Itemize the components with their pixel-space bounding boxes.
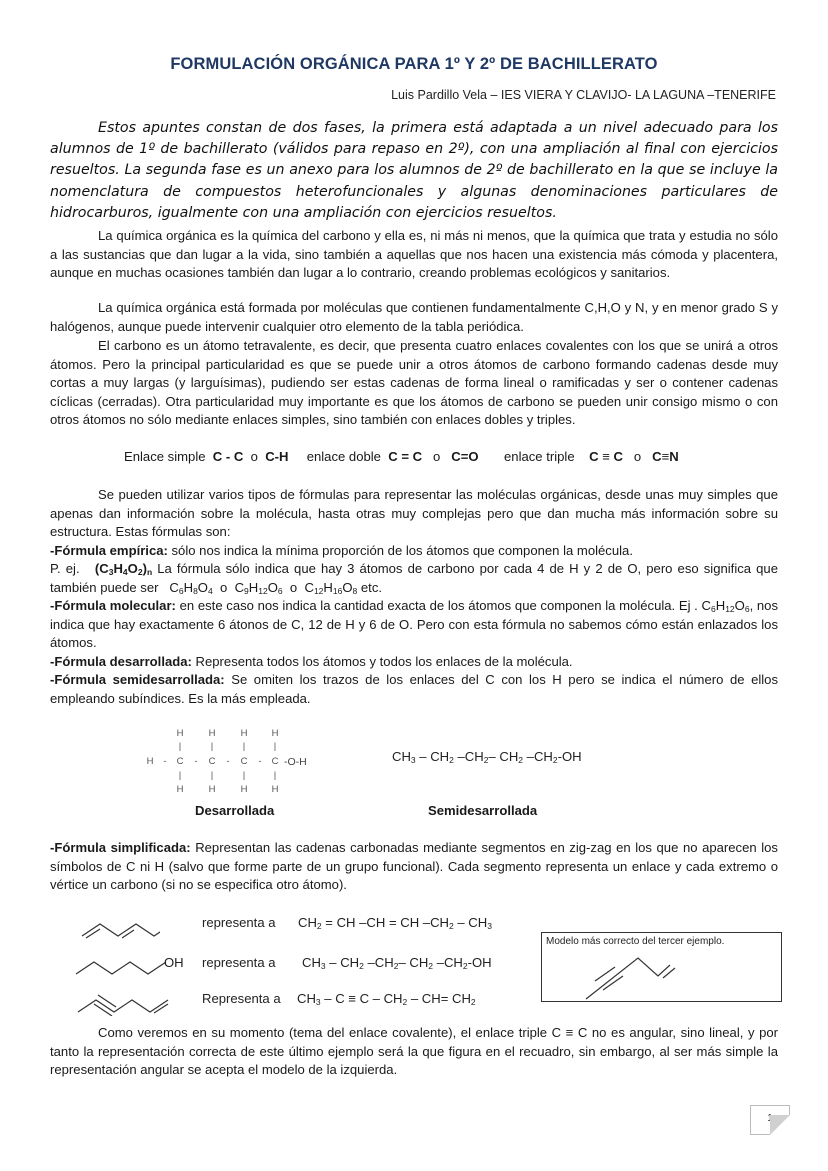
molecular-text: en este caso nos indica la cantidad exacta de los átomos que componen la molécula. Ej . — [175, 598, 702, 613]
bond-line: | — [273, 741, 277, 752]
atom-c: C — [240, 756, 248, 767]
empirica-label: -Fórmula empírica: — [50, 542, 168, 558]
formula-types-section — [50, 486, 778, 708]
paragraph-intro-formulas — [50, 486, 778, 542]
skeletal-structure-pentanol — [70, 950, 170, 980]
or-text: o — [633, 449, 642, 464]
paragraph-quimica-organica — [50, 227, 778, 283]
or-text: o — [250, 449, 258, 464]
correct-model-box — [541, 932, 782, 1002]
represents-label: Representa a — [202, 991, 281, 1006]
empirica-definition — [50, 542, 778, 561]
semidesarrollada-caption: Semidesarrollada — [428, 803, 538, 818]
bond-simple-cc: C - C — [212, 449, 244, 464]
simplificada-text: Representan las cadenas carbonadas mediante segmentos en zig-zag en los que no aparecen los símbolos de C ni H (salvo que forme parte de un grupo funcional). Cada segmento representa un enlace y cada extremo o vértice un carbono (si no se especifica otro átomo). — [50, 840, 778, 892]
etc-text: etc. — [357, 579, 383, 595]
empirical-formula: $(C_3H_4O_2)_n$ — [94, 561, 153, 577]
atom-h: H — [271, 784, 279, 795]
atom-h: H — [208, 728, 216, 739]
hydroxyl-group: -O-H — [284, 756, 307, 768]
bond-simple-label: Enlace simple — [124, 449, 206, 464]
page-number-badge — [750, 1105, 790, 1135]
paragraph-text: El carbono es un átomo tetravalente, es decir, que presenta cuatro enlaces covalentes con los que se unirá a otros átomos. Pero la principal particularidad es que se puede unir a otros átomos de carbono formando cadenas desde muy cortas a muy largas (y larguísimas), pudiendo ser estas cadenas de forma lineal o ramificadas y ser o contener cadenas cíclicas (cerradas). Otra particularidad muy importante es que los átomos de carbono se pueden unir consigo mismo o con otros átomos no sólo mediante enlaces simples, sino también con enlaces dobles y triples. — [50, 338, 778, 427]
bond-line: | — [242, 770, 246, 781]
represents-label: representa a — [202, 955, 276, 970]
desarrollada-definition — [50, 653, 778, 672]
atom-h: H — [176, 728, 184, 739]
simplified-example-3 — [70, 986, 510, 1016]
linear-triple-bond-structure — [542, 933, 781, 1001]
bond-types-line — [124, 449, 679, 464]
page-number: 1 — [767, 1113, 773, 1124]
formula-pentanol: $CH_3 - CH_2$ $-CH_2-$ $CH_2$ $-CH_2-OH$ — [302, 955, 492, 971]
bond-line: - — [258, 756, 262, 767]
formula-hexadiene: $CH_2$ = CH –CH = CH $-CH_2 - CH_3$ — [298, 915, 492, 931]
desarrollada-text: Representa todos los átomos y todos los enlaces de la molécula. — [191, 653, 573, 669]
atom-h: H — [146, 756, 154, 767]
paragraph-text: Como veremos en su momento (tema del enlace covalente), el enlace triple C ≡ C no es angular, sino lineal, y por tanto la representación correcta de este último ejemplo será la que figura en el recuadro, sin embargo, al ser más simple la representación angular se acepta el modelo de la izquierda. — [50, 1025, 778, 1077]
molecular-label: -Fórmula molecular: — [50, 598, 176, 613]
simplificada-label: -Fórmula simplificada: — [50, 840, 191, 855]
semidesarrollada-formula: $CH_3 - CH_2$ $-CH_2-$ $CH_2$ $-CH_2-OH$ — [392, 749, 582, 765]
bond-triple-label: enlace triple — [504, 449, 575, 464]
bond-line: | — [242, 741, 246, 752]
bond-line: - — [194, 756, 198, 767]
bond-line: - — [163, 756, 167, 767]
molecular-text-2: , nos indica que hay exactamente 6 átonos de C, 12 de H y 6 de O. Pero con esta fórmula no sabemos cómo están enlazados los átomos. — [50, 598, 779, 650]
empirica-example: P. ej. $(C_3H_4O_2)_n$ La fórmula sólo indica que hay 3 átomos de carbono por cada 4 de H y 2 de O, pero eso significa que también puede ser $C_6H_8O_4$ o $C_9H_{12}O_6$ o $C_{12}H_{16}O_8$ etc. — [50, 561, 778, 596]
empirica-text: sólo nos indica la mínima proporción de los átomos que componen la molécula. — [167, 542, 633, 558]
simplified-example-1 — [70, 910, 510, 940]
paragraph-text: La química orgánica es la química del carbono y ella es, ni más ni menos, que la química que trata y estudia no sólo a las sustancias que dan lugar a la vida, sino también a aquellas que nos hacen una existencia más cómoda y placentera, aunque en muchas ocasiones también dan lugar a lo contrario, creando problemas ecológicos y sanitarios. — [50, 228, 778, 280]
simplified-example-2 — [70, 950, 510, 980]
formula-enyne: $CH_3 - C \equiv C - CH_2 - CH= CH_2$ — [297, 991, 476, 1007]
semidesarrollada-label: -Fórmula semidesarrollada: — [50, 672, 225, 687]
paragraph-elementos — [50, 299, 778, 336]
bond-double-label: enlace doble — [306, 449, 381, 464]
hydroxyl-label: OH — [164, 955, 184, 970]
formula-c12h16o8: $C_{12}H_{16}O_8$ — [304, 579, 358, 596]
molecular-definition — [50, 597, 778, 653]
paragraph-text: Se pueden utilizar varios tipos de fórmulas para representar las moléculas orgánicas, desde unas muy simples que apenas dan información sobre la molécula, hasta otras muy complejas pero que dan mucha más información sobre su estructura. Estas fórmulas son: — [50, 487, 778, 539]
desarrollada-caption: Desarrollada — [195, 803, 275, 818]
intro-paragraph — [50, 118, 778, 224]
bond-line: | — [178, 770, 182, 781]
bond-double-co: C=O — [451, 449, 479, 464]
formula-c6h8o4: $C_6H_8O_4$ — [169, 579, 213, 596]
intro-text: Estos apuntes constan de dos fases, la primera está adaptada a un nivel adecuado para los alumnos de 1º de bachillerato (válidos para repaso en 2º), con una ampliación al final con ejercicios resueltos. La segunda fase es un anexo para los alumnos de 2º de bachillerato en la que se incluye la nomenclatura de compuestos heterofuncionales y algunas denominaciones particulares de hidrocarburos, igualmente con una ampliación con ejercicios resueltos. — [50, 120, 778, 221]
represents-label: representa a — [202, 915, 276, 930]
semidesarrollada-definition — [50, 671, 778, 708]
atom-h: H — [208, 784, 216, 795]
atom-h: H — [271, 728, 279, 739]
bond-line: | — [210, 741, 214, 752]
bond-line: | — [178, 741, 182, 752]
bond-line: - — [226, 756, 230, 767]
or-text: o — [433, 449, 441, 464]
skeletal-structure-diene — [70, 910, 160, 940]
bond-line: | — [210, 770, 214, 781]
paragraph-carbono — [50, 337, 778, 430]
atom-h: H — [240, 784, 248, 795]
atom-h: H — [176, 784, 184, 795]
atom-c: C — [176, 756, 184, 767]
bond-double-cc: C = C — [388, 449, 423, 464]
bond-triple-cn: C≡N — [652, 449, 679, 464]
bond-triple-cc: C ≡ C — [589, 449, 623, 464]
atom-c: C — [208, 756, 216, 767]
paragraph-text: La química orgánica está formada por moléculas que contienen fundamentalmente C,H,O y N, y en menor grado S y halógenos, aunque puede intervenir cualquier otro elemento de la tabla periódica. — [50, 300, 778, 334]
atom-c: C — [271, 756, 279, 767]
page-curl-icon — [770, 1115, 790, 1135]
paragraph-triple-bond-note — [50, 1024, 778, 1080]
example-prefix: P. ej. — [50, 561, 80, 576]
skeletal-structure-enyne — [70, 986, 180, 1016]
semidesarrollada-text: Se omiten los trazos de los enlaces del C con los H pero se indica el número de ellos empleando subíndices. Es la más empleada. — [50, 672, 778, 706]
bond-simple-ch: C-H — [265, 449, 289, 464]
desarrollada-label: -Fórmula desarrollada: — [50, 653, 192, 669]
author-line: Luis Pardillo Vela – IES VIERA Y CLAVIJO- LA LAGUNA –TENERIFE — [391, 88, 776, 102]
bond-line: | — [273, 770, 277, 781]
formula-c9h12o6: $C_9H_{12}O_6$ — [234, 579, 283, 596]
simplificada-definition — [50, 839, 778, 895]
formula-c6h12o6: $C_6H_{12}O_6$ — [701, 598, 750, 614]
document-title: FORMULACIÓN ORGÁNICA PARA 1º Y 2º DE BACHILLERATO — [170, 55, 658, 73]
structural-formula-desarrollada — [140, 726, 340, 796]
example-text: La fórmula sólo indica que hay 3 átomos de carbono por cada 4 de H y 2 de O, pero eso significa que también puede ser — [50, 561, 778, 595]
atom-h: H — [240, 728, 248, 739]
box-title: Modelo más correcto del tercer ejemplo. — [546, 936, 725, 947]
